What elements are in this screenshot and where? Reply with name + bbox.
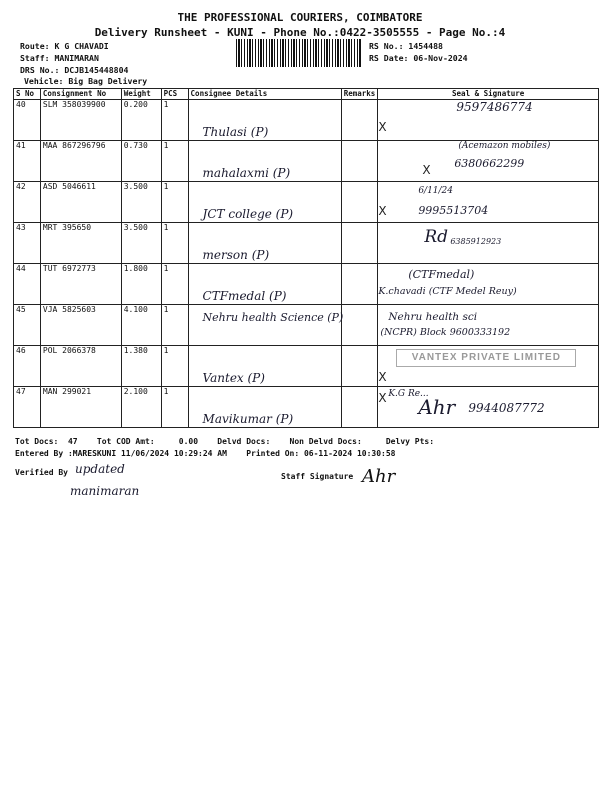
cell-weight: 1.800 <box>121 264 161 305</box>
runsheet-table <box>13 88 599 428</box>
cell-sno: 43 <box>14 223 41 264</box>
cell-remarks <box>341 387 378 428</box>
cell-remarks <box>341 100 378 141</box>
cell-pcs: 1 <box>161 100 188 141</box>
barcode <box>236 39 362 67</box>
rs-number: RS No.: 1454488 <box>369 41 443 51</box>
stamp-name: K.G Re... <box>388 389 429 399</box>
table-row <box>14 346 599 387</box>
cell-seal-signature <box>378 223 599 264</box>
cell-pcs: 1 <box>161 223 188 264</box>
staff-signature-label: Staff Signature <box>281 472 354 481</box>
table-row <box>14 264 599 305</box>
cell-weight: 0.200 <box>121 100 161 141</box>
cell-sno: 42 <box>14 182 41 223</box>
col-consignment: Consignment No <box>40 89 121 100</box>
x-mark: X <box>378 120 387 134</box>
cell-sno: 44 <box>14 264 41 305</box>
rs-date: RS Date: 06-Nov-2024 <box>369 53 468 63</box>
col-consignee: Consignee Details <box>188 89 341 100</box>
table-row <box>14 223 599 264</box>
table-header-row <box>14 89 599 100</box>
cell-remarks <box>341 346 378 387</box>
signature-phone: 9944087772 <box>468 401 545 415</box>
consignee-handwriting: mahalaxmi (P) <box>202 166 291 180</box>
cell-pcs: 1 <box>161 264 188 305</box>
cell-consignment: POL 2066378 <box>40 346 121 387</box>
col-remarks: Remarks <box>341 89 378 100</box>
consignee-handwriting: Thulasi (P) <box>202 125 269 139</box>
signature-phone: 6380662299 <box>454 157 525 170</box>
cell-consignee <box>188 223 341 264</box>
table-row <box>14 387 599 428</box>
cell-consignee <box>188 264 341 305</box>
col-sno: S No <box>14 89 41 100</box>
cell-seal-signature <box>378 100 599 141</box>
cell-seal-signature <box>378 182 599 223</box>
signature-scrawl: Rd <box>424 227 448 247</box>
signature-date: 6/11/24 <box>418 186 454 196</box>
cell-consignment: MAN 299021 <box>40 387 121 428</box>
x-mark: X <box>378 370 387 384</box>
cell-seal-signature <box>378 264 599 305</box>
cell-pcs: 1 <box>161 387 188 428</box>
cell-consignment: VJA 5825603 <box>40 305 121 346</box>
vehicle-label: Vehicle: Big Bag Delivery <box>24 76 148 86</box>
cell-consignment: TUT 6972773 <box>40 264 121 305</box>
route-label: Route: K G CHAVADI <box>20 41 109 51</box>
x-mark: X <box>378 391 387 405</box>
staff-label: Staff: MANIMARAN <box>20 53 99 63</box>
col-seal-signature: Seal & Signature <box>378 89 599 100</box>
signature-phone: 9597486774 <box>456 100 533 114</box>
signature-note: Nehru health sci <box>388 311 478 323</box>
cell-pcs: 1 <box>161 305 188 346</box>
consignee-handwriting: CTFmedal (P) <box>202 289 287 303</box>
cell-seal-signature <box>378 305 599 346</box>
cell-weight: 1.380 <box>121 346 161 387</box>
cell-seal-signature <box>378 141 599 182</box>
cell-remarks <box>341 182 378 223</box>
staff-signature-scrawl: Ahr <box>362 466 396 487</box>
cell-weight: 3.500 <box>121 182 161 223</box>
verified-handwriting-2: manimaran <box>70 484 140 498</box>
x-mark: X <box>378 204 387 218</box>
cell-consignee <box>188 100 341 141</box>
consignee-handwriting: Vantex (P) <box>202 371 265 385</box>
company-title: THE PROFESSIONAL COURIERS, COIMBATORE <box>177 11 423 24</box>
cell-weight: 2.100 <box>121 387 161 428</box>
signature-phone: 6385912923 <box>450 237 502 246</box>
consignee-handwriting: JCT college (P) <box>202 207 294 221</box>
col-weight: Weight <box>121 89 161 100</box>
cell-consignment: MAA 867296796 <box>40 141 121 182</box>
cell-consignee <box>188 305 344 346</box>
cell-consignee <box>188 141 341 182</box>
cell-remarks <box>341 223 378 264</box>
signature-note: (CTFmedal) <box>408 268 475 281</box>
table-row <box>14 305 599 346</box>
cell-consignee <box>188 182 341 223</box>
cell-consignment: MRT 395650 <box>40 223 121 264</box>
cell-pcs: 1 <box>161 141 188 182</box>
consignee-handwriting: Mavikumar (P) <box>202 412 294 426</box>
verified-by-label: Verified By <box>15 468 68 477</box>
table-row <box>14 141 599 182</box>
cell-sno: 41 <box>14 141 41 182</box>
cell-sno: 47 <box>14 387 41 428</box>
table-row <box>14 100 599 141</box>
col-pcs: PCS <box>161 89 188 100</box>
cell-seal-signature <box>378 387 599 428</box>
signature-scrawl: Ahr <box>418 395 456 419</box>
cell-sno: 46 <box>14 346 41 387</box>
cell-sno: 40 <box>14 100 41 141</box>
cell-pcs: 1 <box>161 182 188 223</box>
cell-weight: 0.730 <box>121 141 161 182</box>
cell-consignment: SLM 358039900 <box>40 100 121 141</box>
consignee-handwriting: Nehru health Science (P) <box>202 311 344 324</box>
cell-sno: 45 <box>14 305 41 346</box>
signature-phone: 9995513704 <box>418 204 489 217</box>
cell-consignee <box>188 387 341 428</box>
cell-remarks <box>341 141 378 182</box>
cell-weight: 3.500 <box>121 223 161 264</box>
cell-consignment: ASD 5046611 <box>40 182 121 223</box>
signature-phone: (NCPR) Block 9600333192 <box>380 327 511 338</box>
cell-pcs: 1 <box>161 346 188 387</box>
runsheet-subtitle: Delivery Runsheet - KUNI - Phone No.:0422-3505555 - Page No.:4 <box>94 26 506 39</box>
entered-printed-line: Entered By :MARESKUNI 11/06/2024 10:29:24 AM Printed On: 06-11-2024 10:30:58 <box>15 449 396 458</box>
x-mark: X <box>422 163 431 177</box>
cell-consignee <box>188 346 341 387</box>
cell-seal-signature <box>378 346 599 387</box>
vantex-stamp: VANTEX PRIVATE LIMITED <box>396 349 576 367</box>
signature-note: (Acemazon mobiles) <box>458 141 551 151</box>
cell-weight: 4.100 <box>121 305 161 346</box>
table-row <box>14 182 599 223</box>
cell-remarks <box>341 264 378 305</box>
verified-handwriting-1: updated <box>75 462 125 476</box>
consignee-handwriting: merson (P) <box>202 248 270 262</box>
signature-address: K.chavadi (CTF Medel Reuy) <box>378 286 517 297</box>
drs-label: DRS No.: DCJB145448804 <box>20 65 129 75</box>
totals-line: Tot Docs: 47 Tot COD Amt: 0.00 Delvd Docs: Non Delvd Docs: Delvy Pts: <box>15 437 435 446</box>
